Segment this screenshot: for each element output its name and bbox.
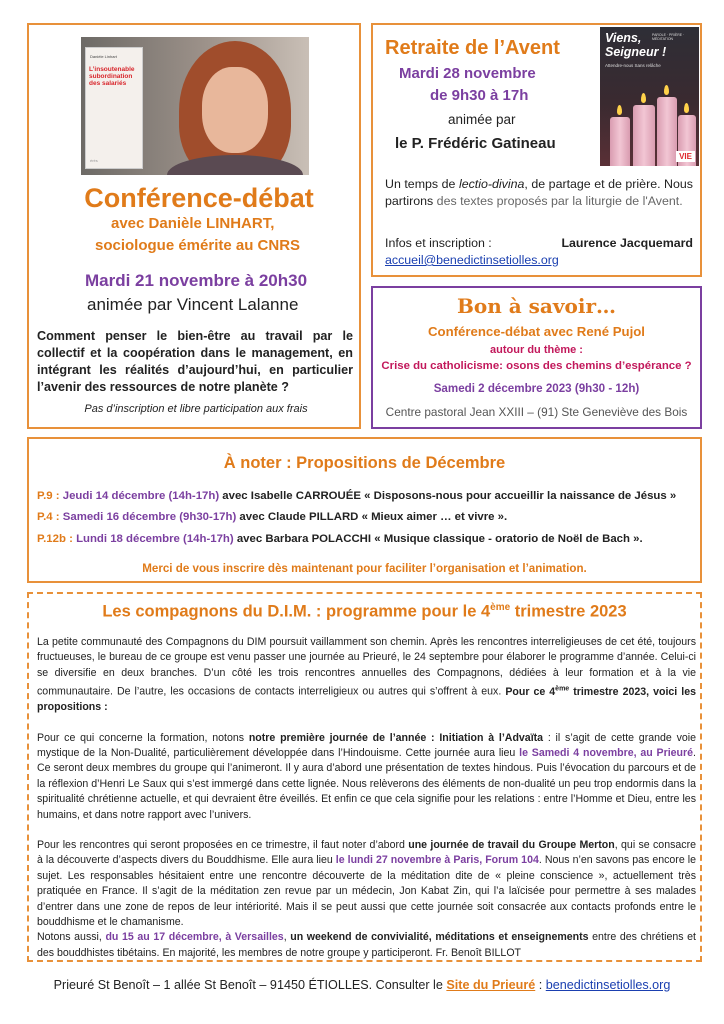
cover-title-1: Viens, [605,31,642,45]
dim-p3-highlight: le lundi 27 novembre à Paris, Forum 104 [335,854,539,867]
conference-host: animée par Vincent Lalanne [87,295,299,314]
dim-p1-bold-b: trimestre 2023, voici les propositions : [37,685,696,714]
book-title: L’insoutenable subordination des salariés [89,66,135,87]
conference-description: Comment penser le bien-être au travail par le collectif et la coopération dans le management, en intégrant les réalités d’aujourd’hui, en particulier l’avenir des ressources de notre planète ? [37,329,353,394]
dim-title-b: trimestre 2023 [510,602,627,621]
dim-p4-bold: un weekend de convivialité, méditations et enseignements [290,931,589,944]
conference-note: Pas d’inscription et libre participation aux frais [84,403,308,415]
dim-p1-text: La petite communauté des Compagnons du DIM poursuit vaillamment son chemin. Après les rencontres interreligieuses de cet été, toujours fructueuses, le bureau de ce groupe est venu passer une journée au Prieuré, le 24 septembre pour élaborer le programme d’année. Celui-ci se diversifie en deux branches. D’un côté les trois rencontres annuelles des Compagnons, dédiées à leur formation et à la vie communautaire. De l’autre, les occasions de contacts interreligieux ou autres qui s’offrent à eux. [37,636,696,698]
bon-a-savoir-box [371,286,702,429]
footer [0,978,724,992]
retreat-text-muted: des textes proposés par la liturgie de l'Avent. [436,194,683,208]
dim-p1-bold-a: Pour ce 4 [501,685,556,698]
retreat-description [385,176,693,210]
note-thanks: Merci de vous inscrire dès maintenant pour faciliter l’organisation et l’animation. [142,562,587,575]
dim-p4-a: Notons aussi, [37,931,106,944]
bon-subtitle: Conférence-débat avec René Pujol [428,324,645,339]
dim-box [27,592,702,962]
website-url-link[interactable]: benedictinsetiolles.org [545,978,671,992]
bon-question: Crise du catholicisme: osons des chemins d’espérance ? [381,360,692,372]
retreat-text-em: lectio-divina [458,177,525,191]
conference-title: Conférence-débat [84,183,314,213]
december-proposals-box [27,437,702,583]
speaker-photo [81,37,309,175]
retreat-priest: le P. Frédéric Gatineau [395,135,556,152]
retreat-email-link[interactable]: accueil@benedictinsetiolles.org [385,253,559,267]
dim-p2-a: Pour ce qui concerne la formation, notons [37,731,249,744]
dim-p2-c: . Ce seront deux membres du groupe qui l’animeront. Il y aura d’abord une présentation de textes hindous. Puis l’évocation du parcours et de la réflexion d’Henri Le Saux qui s’est immergé dans cette lignée. Nous relèverons des éléments de non-dualité un peu trop endormis dans la spiritualité chrétienne actuelle, et qui devraient être éveillés. Et enfin ce que cela signifie pour les relations : entre l’Homme et Dieu, entre les humains, et dans notre rapport avec l’univers. [37,746,696,821]
retreat-date: Mardi 28 novembre [399,65,536,82]
dim-p3-c: . Nous n’en savons pas encore le sujet. Les responsables hésitaient entre une rencontre découverte de la méditation dite de « pleine conscience », actuellement très pratiquée en France. Il s’agit de la méditation zen revue par un médecin, Jon Kabat Zin, qui l’a laïcisée pour permettre à ses malades d’entrer dans une zone de repos de leur intériorité. Mais il se peut aussi que cette journée soit consacrée aux contacts profonds entre le bouddhisme et le chamanisme. [37,854,696,929]
note-item-date: Samedi 16 décembre (9h30-17h) [62,511,237,523]
dim-title-sup: ème [490,602,511,613]
site-link[interactable]: Site du Prieuré [446,978,536,992]
cover-title-2: Seigneur ! [605,45,667,59]
book-cover [85,47,143,169]
bon-title: Bon à savoir… [457,294,616,318]
dim-p2-highlight: le Samedi 4 novembre, au Prieuré [519,746,694,759]
note-item-date: Jeudi 14 décembre (14h-17h) [62,490,220,502]
retreat-contact: Laurence Jacquemard [561,236,693,250]
cover-badge: VIE [676,151,695,162]
retreat-text-b: , de partage et de prière. Nous partirons [385,177,693,208]
note-item-text: avec Isabelle CARROUÉE « Disposons-nous pour accueillir la naissance de Jésus » [219,490,677,502]
book-publisher: érès [90,158,98,163]
bon-theme: autour du thème : [490,344,583,356]
dim-p3-b: , qui se consacre à la découverte d’aspects divers du Bouddhisme. Elle aura lieu [37,839,696,867]
dim-p2-b: : il s’agit de cette grande voie mystique de la Non-Dualité, particulièrement développée dans l’Hindouisme. Cette journée aura lieu [37,731,696,759]
dim-p3-bold: une journée de travail du Groupe Merton [408,839,615,851]
note-item [37,490,676,502]
note-item-date: Lundi 18 décembre (14h-17h) [76,533,234,545]
dim-p4-c: entre des chrétiens et des bouddhistes tibétains. En majorité, les membres de notre groupe y participeront. Fr. Benoît BILLOT [37,931,696,959]
cover-subtitle: Attendre-nous Sans relâche [605,63,661,68]
dim-paragraph-3 [37,838,696,961]
dim-title [29,602,700,622]
note-item-text: avec Barbara POLACCHI « Musique classique - oratorio de Noël de Bach ». [233,533,643,545]
bon-date: Samedi 2 décembre 2023 (9h30 - 12h) [433,382,640,395]
book-author: Danièle Linhart [90,54,117,59]
note-item-page: P.9 : [37,490,60,502]
note-item [37,511,507,523]
conference-speaker: avec Danièle LINHART, [111,215,275,232]
dim-p4-highlight: du 15 au 17 décembre, à Versailles [105,931,284,944]
dim-body [37,635,696,961]
note-item [37,533,643,545]
retreat-info-label: Infos et inscription : [385,236,492,250]
note-title: À noter : Propositions de Décembre [223,454,506,472]
bon-place: Centre pastoral Jean XXIII – (91) Ste Geneviève des Bois [385,405,688,419]
dim-p3-a: Pour les rencontres qui seront proposées en ce trimestre, il faut noter d’abord [37,839,409,851]
dim-p4-b: , [283,931,291,944]
dim-title-a: Les compagnons du D.I.M. : programme pour le 4 [102,602,491,621]
dim-p1-bold-sup: ème [555,685,570,693]
dim-paragraph-2 [37,731,696,823]
dim-paragraph-1 [37,635,696,716]
conference-box [27,23,361,429]
note-item-page: P.4 : [37,511,60,523]
dim-p2-bold: notre première journée de l’année : Initiation à l’Advaïta [248,731,544,744]
retreat-title: Retraite de l’Avent [385,37,560,59]
cover-small: PAROLE · PRIÈRE · MÉDITATION [652,33,685,41]
footer-sep: : [535,978,546,992]
retreat-book-cover [600,27,699,166]
retreat-time: de 9h30 à 17h [430,87,529,104]
retreat-animated-by: animée par [448,112,516,127]
retreat-info [385,235,693,269]
note-item-text: avec Claude PILLARD « Mieux aimer … et vivre ». [236,511,508,523]
footer-address: Prieuré St Benoît – 1 allée St Benoît – 91450 ÉTIOLLES. Consulter le [53,978,447,992]
note-item-page: P.12b : [37,533,73,545]
conference-speaker-role: sociologue émérite au CNRS [95,237,301,254]
retreat-box [371,23,702,277]
retreat-text-a: Un temps de [385,177,456,191]
conference-date: Mardi 21 novembre à 20h30 [85,271,308,290]
